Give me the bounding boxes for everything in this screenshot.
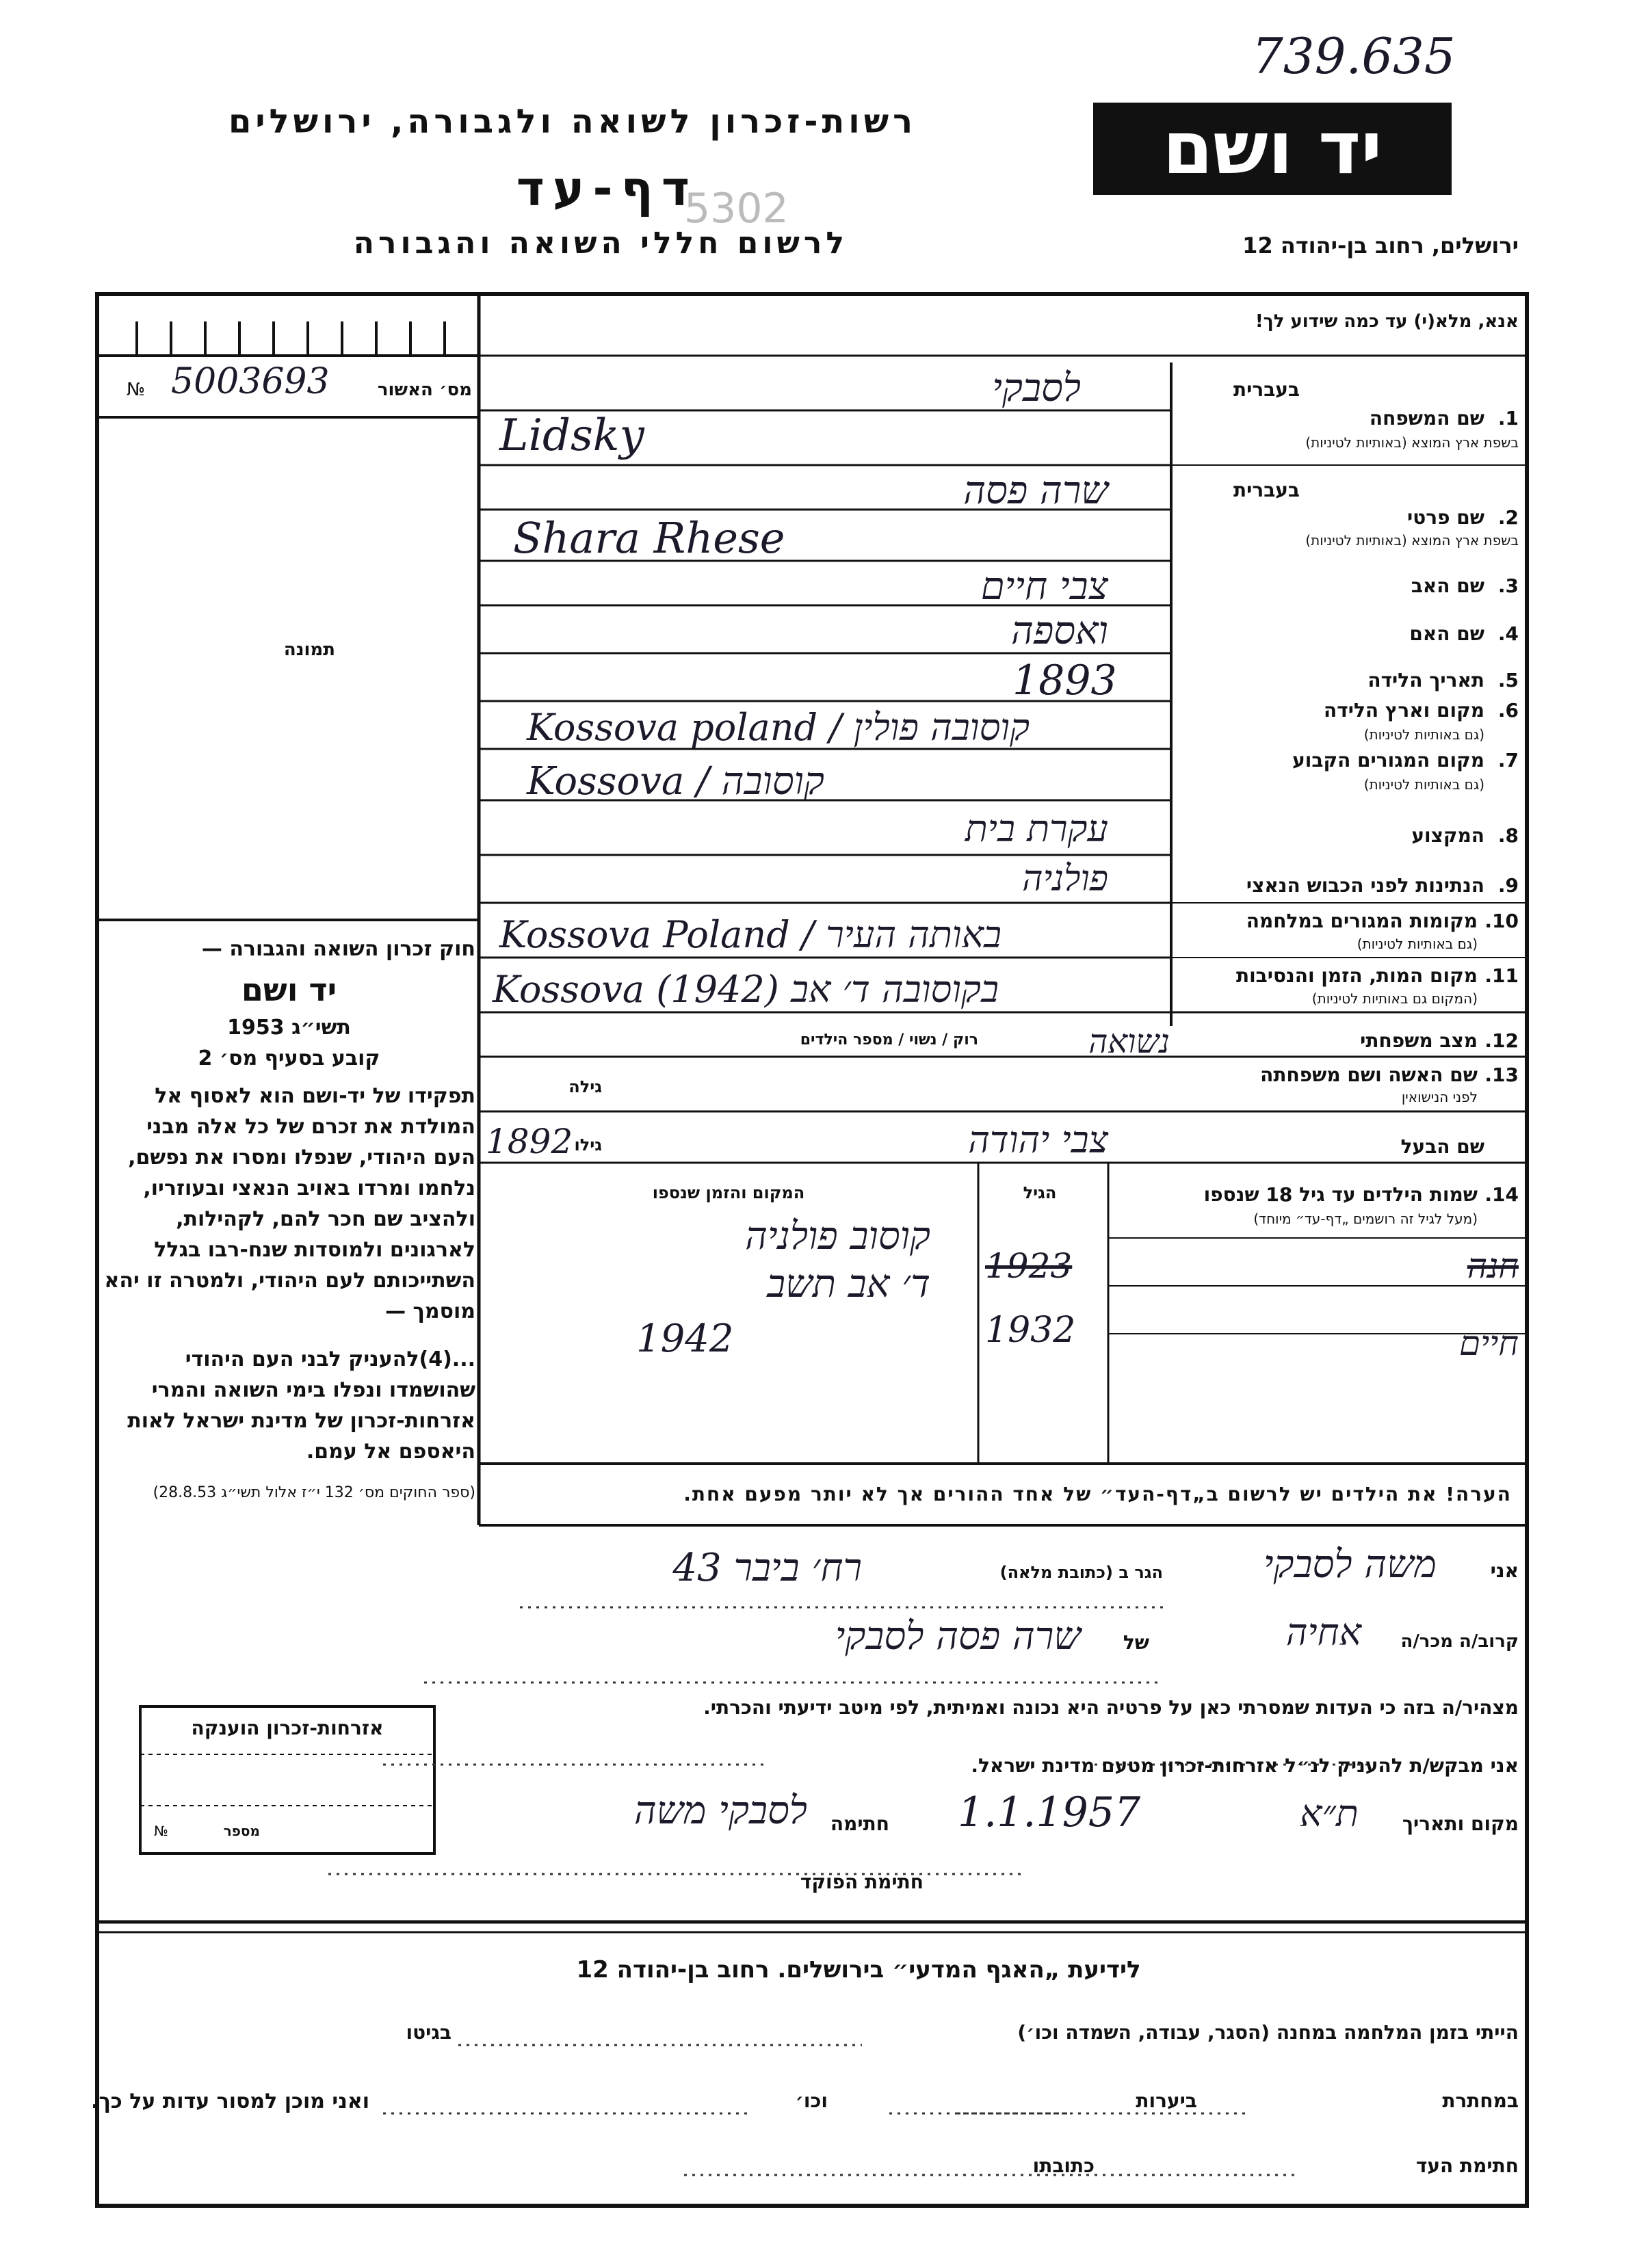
child-3-place: 1942 bbox=[636, 1317, 734, 1361]
field-8-label: המקצוע bbox=[1411, 824, 1484, 847]
archive-number: 739.635 bbox=[1252, 27, 1456, 85]
field-2-sub: בשפת ארץ המוצא (באותיות לטיניות) bbox=[1305, 532, 1519, 549]
law-clause: קובע בסעיף מס׳ 2 bbox=[198, 1046, 380, 1070]
field-2-label: שם פרטי bbox=[1406, 506, 1484, 529]
husband-age-value: 1892 bbox=[486, 1122, 573, 1161]
child-1-place: קוסוב פולניה bbox=[745, 1214, 930, 1258]
footer-camp: הייתי בזמן המלחמה במחנה (הסגר, עבודה, השמדה וכו׳) bbox=[1017, 2021, 1519, 2044]
field-13-sub: לפני הנישואין bbox=[1401, 1089, 1478, 1105]
birthdate-value: 1893 bbox=[1012, 657, 1117, 704]
husband-age-label: גילו bbox=[574, 1135, 602, 1155]
field-4-num: 4. bbox=[1497, 622, 1519, 645]
declarant-i-label: אני bbox=[1490, 1559, 1519, 1582]
footer-title: לידיעת „האגף המדעי״ בירושלים. רחוב בן-יהודה 12 bbox=[576, 1956, 1141, 1983]
footer-underground: במחתרת bbox=[1442, 2089, 1519, 2112]
photo-label: תמונה bbox=[283, 639, 335, 660]
declarant-name: משה לסבקי bbox=[1263, 1542, 1437, 1587]
signature-label: חתימה bbox=[830, 1812, 889, 1835]
birthplace-value: Kossova poland / קוסובה פולין bbox=[527, 706, 1030, 749]
field-3-label: שם האב bbox=[1411, 575, 1484, 597]
declarant-resides-label: הגר ב (כתובת מלאה) bbox=[999, 1563, 1163, 1582]
citizenship-box-title: אזרחות-זכרון הוענקה bbox=[191, 1717, 384, 1739]
residence-value: Kossova / קוסובה bbox=[527, 759, 825, 804]
org-name: רשות-זכרון לשואה ולגבורה, ירושלים bbox=[228, 103, 917, 141]
field-13-label: שם האשה ושם משפחתה bbox=[1260, 1064, 1478, 1086]
footer-witness-signature: חתימת העד bbox=[1415, 2154, 1519, 2177]
field-7-sub: (גם באותיות לטיניות) bbox=[1363, 776, 1484, 793]
firstname-latin: Shara Rhese bbox=[513, 513, 785, 563]
citizenship-box-no: № bbox=[154, 1823, 168, 1839]
field-14-num: 14. bbox=[1484, 1183, 1519, 1206]
of-label: של bbox=[1123, 1631, 1149, 1654]
child-2-place: ד׳ אב תשב bbox=[767, 1262, 930, 1306]
field-11-sub: (המקום גם באותיות לטיניות) bbox=[1311, 990, 1478, 1007]
footer-ready: ואני מוכן למסור עדות על כך. bbox=[91, 2089, 369, 2113]
field-9-num: 9. bbox=[1497, 874, 1519, 897]
surname-latin: Lidsky bbox=[499, 410, 644, 461]
form-title: דף-עד bbox=[516, 161, 698, 217]
field-5-num: 5. bbox=[1497, 669, 1519, 691]
field-1-sub: בשפת ארץ המוצא (באותיות לטיניות) bbox=[1305, 434, 1519, 451]
nationality-value: פולניה bbox=[1022, 858, 1108, 899]
field-9-label: הנתינות לפני הכבוש הנאצי bbox=[1246, 874, 1484, 897]
marital-status-value: נשואה bbox=[1088, 1023, 1170, 1061]
child-2-age: 1923 bbox=[985, 1246, 1073, 1286]
surname-hebrew: לסבקי bbox=[992, 366, 1081, 410]
husband-label: שם הבעל bbox=[1400, 1135, 1484, 1158]
law-name: יד ושם bbox=[241, 971, 337, 1008]
official-signature-label: חתימת הפוקד bbox=[800, 1871, 924, 1893]
reg-number-value: 5003693 bbox=[171, 361, 330, 402]
field-11-num: 11. bbox=[1484, 964, 1519, 987]
field-7-num: 7. bbox=[1497, 749, 1519, 772]
footer-forests: ביערות bbox=[1136, 2089, 1197, 2112]
law-title: חוק זכרון השואה והגבורה — bbox=[201, 937, 475, 961]
husband-value: צבי יהודה bbox=[968, 1118, 1108, 1161]
yad-vashem-logo: יד ושם bbox=[1162, 106, 1383, 190]
citizenship-box-number-label: מספר bbox=[223, 1823, 260, 1839]
date-value: 1.1.1957 bbox=[958, 1789, 1141, 1836]
place-date-label: מקום ותאריך bbox=[1402, 1812, 1519, 1835]
declarant-address: רח׳ ביבר 43 bbox=[672, 1546, 862, 1590]
relative-label: קרוב/ה מכר/ה bbox=[1400, 1631, 1519, 1652]
field-7-label: מקום המגורים הקבוע bbox=[1292, 749, 1484, 772]
address: ירושלים, רחוב בן-יהודה 12 bbox=[1242, 233, 1519, 259]
declaration-text: מצהיר/ה בזה כי העדות שמסרתי כאן על פרטיה היא נכונה ואמיתית, לפי מיטב ידיעתי והכרתי. bbox=[703, 1696, 1519, 1719]
children-label: שמות הילדים עד גיל 18 שנספו bbox=[1203, 1183, 1478, 1206]
mother-value: ואספה bbox=[1011, 609, 1108, 653]
wife-age-label: גילה bbox=[568, 1077, 602, 1096]
field-4-label: שם האם bbox=[1409, 622, 1484, 645]
firstname-hebrew: שרה פסה bbox=[963, 469, 1108, 513]
law-source: (ספר החוקים מס׳ 132 י״ז אלול תשי״ג 28.8.53) bbox=[153, 1484, 475, 1501]
child-3-name: חיים bbox=[1458, 1323, 1519, 1363]
law-body: תפקידו של יד-ושם הוא לאסוף אל המולדת את זכרם של כל אלה מבני העם היהודי, שנפלו ומסרו את נפשם, נלחמו ומרדו באויב הנאצי ובעוזריו, ולהציב שם חכר להם, לקהילות, לארגונים ולמוסדות שנח-רבו בגלל השתייכותם לעם היהודי, ולמטרה זו יהא מוסמך — bbox=[104, 1084, 475, 1323]
footer-etc: וכו׳ bbox=[795, 2089, 828, 2112]
child-2-name: חנה bbox=[1467, 1246, 1519, 1286]
field-12-options: רוק / נשוי / מספר הילדים bbox=[800, 1031, 978, 1049]
child-3-age: 1932 bbox=[985, 1310, 1076, 1351]
reg-number-label: מס׳ האשור bbox=[377, 380, 472, 400]
father-value: צבי חיים bbox=[980, 564, 1108, 609]
hebrew-tag-2: בעברית bbox=[1233, 479, 1300, 501]
footer-address: כתובתו bbox=[1032, 2154, 1095, 2177]
field-1-label: שם המשפחה bbox=[1369, 407, 1484, 430]
field-5-label: תאריך הלידה bbox=[1367, 669, 1484, 691]
field-12-num: 12. bbox=[1484, 1029, 1519, 1052]
death-place-value: Kossova (1942) בקוסובה ד׳ אב bbox=[493, 968, 999, 1011]
wartime-residence-value: Kossova Poland / באותה העיר bbox=[499, 913, 1002, 956]
field-3-num: 3. bbox=[1497, 575, 1519, 597]
field-6-sub: (גם באותיות לטיניות) bbox=[1363, 726, 1484, 743]
field-2-num: 2. bbox=[1497, 506, 1519, 529]
children-note: הערה! את הילדים יש לרשום ב„דף-העד״ של אחד ההורים אך לא יותר מפעם אחת. bbox=[683, 1483, 1512, 1505]
field-11-label: מקום המות, הזמן והנסיבות bbox=[1235, 964, 1478, 987]
children-col-age: הגיל bbox=[1023, 1183, 1057, 1202]
field-8-num: 8. bbox=[1497, 824, 1519, 847]
intro-text: אנא, מלא(י) עד כמה שידוע לך! bbox=[1255, 311, 1519, 332]
request-text: אני מבקש/ת להעניק לנ״ל אזרחות-זכרון מטעם מדינת ישראל. bbox=[971, 1754, 1519, 1777]
field-10-num: 10. bbox=[1484, 910, 1519, 932]
children-sub: (מעל לגיל זה רושמים „דף-עד״ מיוחד) bbox=[1253, 1211, 1478, 1227]
field-12-label: מצב משפחתי bbox=[1360, 1029, 1478, 1052]
field-1-num: 1. bbox=[1497, 407, 1519, 430]
stamp-number: 5302 bbox=[684, 185, 789, 233]
signature-value: לסבקי משה bbox=[633, 1789, 807, 1833]
field-6-num: 6. bbox=[1497, 699, 1519, 722]
hebrew-tag-1: בעברית bbox=[1233, 378, 1300, 401]
of-value: שרה פסה לסבקי bbox=[835, 1614, 1081, 1659]
children-col-place: המקום והזמן שנספו bbox=[652, 1183, 805, 1202]
field-6-label: מקום וארץ הלידה bbox=[1324, 699, 1484, 722]
field-13-num: 13. bbox=[1484, 1064, 1519, 1086]
footer-ghetto: בגיטו bbox=[406, 2021, 451, 2044]
form-subtitle: לרשום חללי השואה והגבורה bbox=[353, 226, 848, 261]
reg-number-no: № bbox=[127, 380, 146, 400]
field-10-label: מקומות המגורים במלחמה bbox=[1246, 910, 1478, 932]
place-value: ת״א bbox=[1300, 1792, 1359, 1835]
relation-value: אחיה bbox=[1285, 1611, 1361, 1654]
law-year: תשי״ג 1953 bbox=[227, 1016, 351, 1040]
occupation-value: עקרת בית bbox=[965, 807, 1108, 850]
law-item4: ...(4)להעניק לבני העם היהודי שהושמדו ונפלו בימי השואה והמרי אזרחות-זכרון של מדינת ישראל לאות היאספם אל עמם. bbox=[127, 1347, 475, 1464]
field-10-sub: (גם באותיות לטיניות) bbox=[1357, 936, 1478, 952]
